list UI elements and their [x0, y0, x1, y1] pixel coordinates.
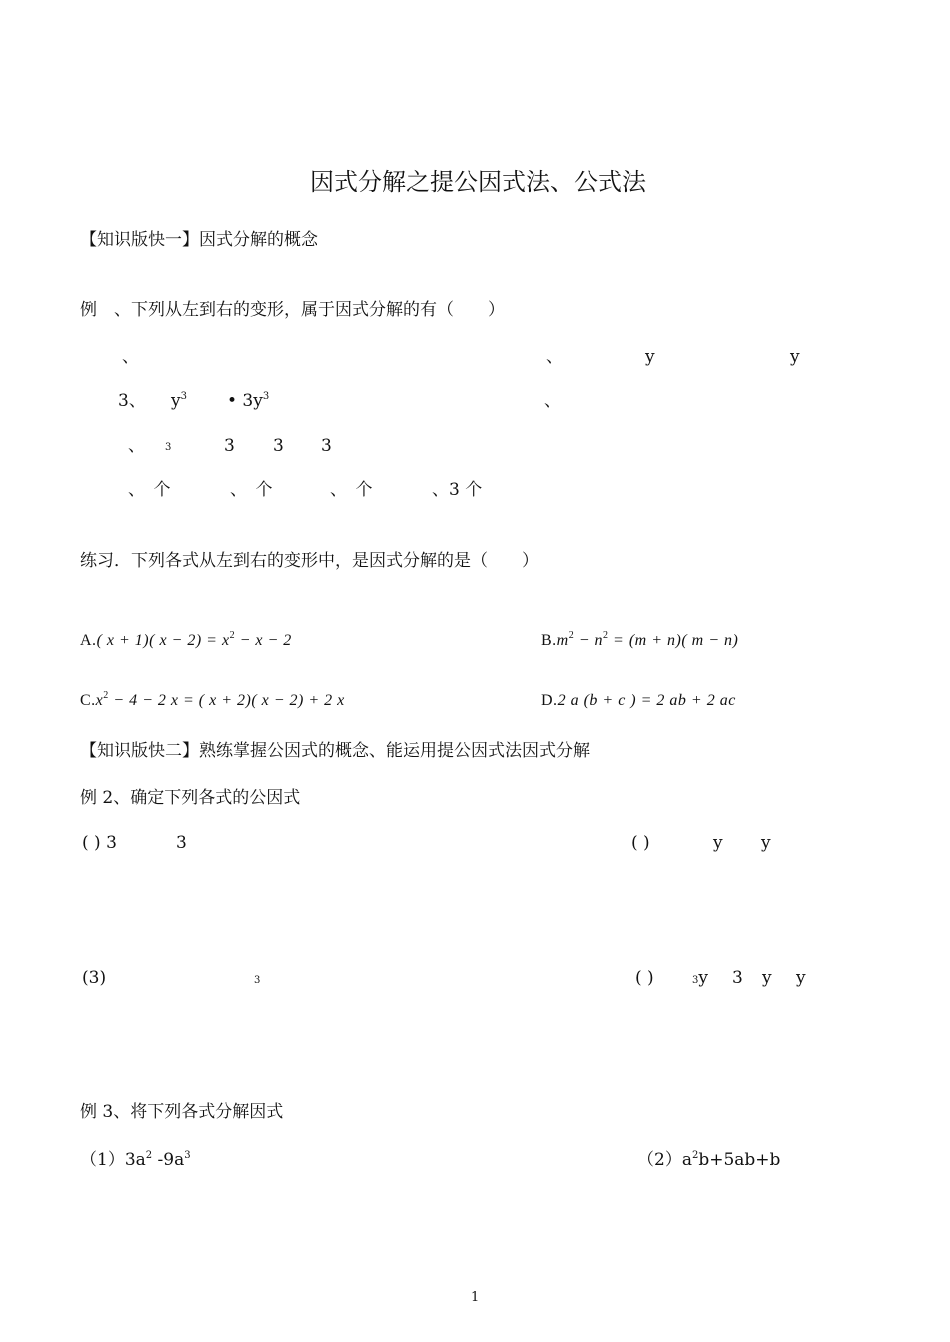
example-1-item-d: 、	[544, 391, 561, 411]
example-2-q2: ( )	[631, 833, 650, 853]
page-number: 1	[471, 1290, 480, 1305]
example-2-q4-term1: 3y	[692, 968, 708, 988]
example-2-q2-var1: y	[713, 833, 723, 853]
example-2-q4-num: 3	[732, 968, 743, 988]
practice-option-d: D.2 a (b + c ) = 2 ab + 2 ac	[541, 692, 736, 709]
example-1-choice-c: 、 个	[330, 480, 373, 500]
practice-option-a: A.( x + 1)( $x - 2) = x^2 - x - 2$	[80, 630, 292, 649]
example-1-item-b-var2: y	[790, 347, 800, 367]
section-heading-1: 【知识版快一】因式分解的概念	[80, 230, 318, 250]
page-title: 因式分解之提公因式法、公式法	[310, 168, 646, 196]
example-2-q4-var2: y	[796, 968, 806, 988]
practice-option-b: $B.m^2 - n^2 = (m + n)$( m − n)	[541, 630, 739, 649]
practice-option-c: $C.x^2 - 4 - 2$ x = ( x + 2)( x − 2) + 2 x	[80, 690, 345, 709]
example-1-choice-d: 、3 个	[432, 480, 483, 500]
example-1-item-e-num2: 3	[273, 436, 284, 456]
example-1-item-c-term: • $3y^3$	[227, 391, 270, 411]
example-3-q1: $(1)3a^2$ $-9a^3$	[80, 1150, 191, 1170]
example-1-item-a: 、	[122, 347, 139, 367]
example-1-item-b: 、	[546, 347, 563, 367]
example-1-item-c-var: $y^3$	[171, 391, 187, 411]
practice-stem: 练习．下列各式从左到右的变形中，是因式分解的是（ ）	[80, 551, 539, 571]
example-3-stem: 例 3、将下列各式分解因式	[80, 1102, 284, 1122]
example-2-q4: ( )	[635, 968, 654, 988]
example-1-item-e: 、	[128, 436, 145, 456]
example-2-q3-exp: 3	[254, 975, 261, 986]
example-2-q4-var1: y	[762, 968, 772, 988]
example-1-stem: 例 、下列从左到右的变形，属于因式分解的有（ ）	[80, 300, 505, 320]
example-2-stem: 例 2、确定下列各式的公因式	[80, 788, 301, 808]
example-2-q3: (3)	[82, 968, 107, 988]
example-2-q2-var2: y	[761, 833, 771, 853]
example-1-item-b-var: y	[645, 347, 655, 367]
example-3-q2: $(2)a^2b+5ab+b$	[637, 1150, 781, 1170]
example-1-item-e-num3: 3	[321, 436, 332, 456]
section-heading-2: 【知识版快二】熟练掌握公因式的概念、能运用提公因式法因式分解	[80, 741, 590, 761]
example-1-choice-a: 、 个	[128, 480, 171, 500]
example-1-item-c: 3、	[118, 391, 146, 411]
example-2-q1-term: 3	[176, 833, 187, 853]
example-2-q1: ( ) 3	[82, 833, 117, 853]
example-1-choice-b: 、 个	[230, 480, 273, 500]
example-1-item-e-exp: 3	[165, 442, 172, 453]
example-1-item-e-num1: 3	[224, 436, 235, 456]
